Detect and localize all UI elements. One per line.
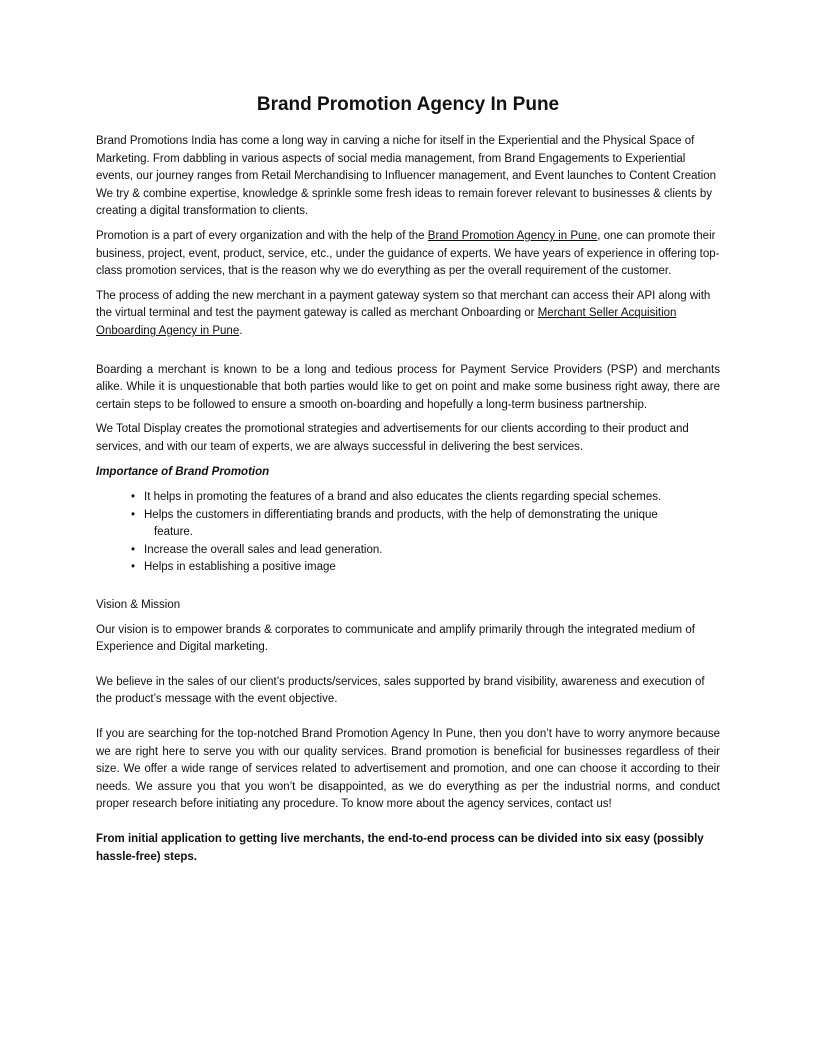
- list-item-text: Increase the overall sales and lead generation.: [144, 543, 383, 556]
- onboarding-paragraph: [96, 288, 720, 341]
- merchant-onboarding-agency-link[interactable]: Merchant Seller Acquisition Onboarding Agency in Pune: [96, 307, 677, 337]
- list-item: [131, 542, 720, 560]
- list-item: [131, 507, 720, 542]
- spacer: [96, 821, 720, 831]
- bullet-icon: •: [131, 491, 136, 504]
- promotion-text-before: Promotion is a part of every organization and with the help of the: [96, 229, 428, 242]
- intro-paragraph: Brand Promotions India has come a long way in carving a niche for itself in the Experiential and the Physical Space of Marketing. From dabbling in various aspects of social media management, from Brand Engagements to Experiential events, our journey ranges from Retail Merchandising to Influencer management, and Event launches to Content Creation We try & combine expertise, knowledge & sprinkle some fresh ideas to remain forever relevant to businesses & clients by creating a digital transformation to clients.: [96, 135, 717, 218]
- promotion-paragraph: [96, 228, 720, 281]
- document-page: [96, 92, 720, 873]
- total-display-paragraph: We Total Display creates the promotional strategies and advertisements for our clients according to their product and services, and with our team of experts, we are always successful in delivering the best services.: [96, 423, 689, 453]
- list-item-continuation: feature.: [154, 526, 193, 539]
- onboarding-text-before: The process of adding the new merchant in a payment gateway system so that merchant can access their API along with the virtual terminal and test the payment gateway is called as merchant Onboarding or: [96, 289, 711, 320]
- boarding-paragraph: Boarding a merchant is known to be a long and tedious process for Payment Service Providers (PSP) and merchants alike. While it is unquestionable that both parties would like to get on point and make some business right away, there are certain steps to be followed to ensure a smooth on-boarding and hopefully a long-term business partnership.: [96, 363, 720, 411]
- importance-list: [96, 489, 720, 577]
- onboarding-text-after: .: [239, 324, 243, 337]
- spacer: [96, 348, 720, 362]
- vision-heading: Vision & Mission: [96, 599, 181, 612]
- search-paragraph: If you are searching for the top-notched Brand Promotion Agency In Pune, then you don’t have to worry anymore because we are right here to serve you with our quality services. Brand promotion is beneficial for businesses regardless of their size. We offer a wide range of services related to advertisement and promotion, and one can choose it according to their needs. We assure you that you won’t be disappointed, as we do everything as per the industrial norms, and conduct proper research before initiating any procedure. To know more about the agency services, contact us!: [96, 728, 720, 811]
- list-item-text: Helps in establishing a positive image: [144, 561, 336, 574]
- importance-heading: Importance of Brand Promotion: [96, 465, 270, 478]
- list-item-text: It helps in promoting the features of a brand and also educates the clients regarding special schemes.: [144, 491, 662, 504]
- brand-promotion-agency-link[interactable]: Brand Promotion Agency in Pune: [427, 229, 598, 242]
- spacer: [96, 664, 720, 674]
- spacer: [96, 577, 720, 597]
- bullet-icon: •: [131, 508, 136, 521]
- belief-paragraph: We believe in the sales of our client’s products/services, sales supported by brand visibility, awareness and execution of the product’s message with the event objective.: [96, 675, 705, 706]
- vision-paragraph: Our vision is to empower brands & corporates to communicate and amplify primarily through the integrated medium of Experience and Digital marketing.: [96, 623, 695, 654]
- steps-paragraph: From initial application to getting live merchants, the end-to-end process can be divided into six easy (possibly hassle-free) steps.: [96, 833, 704, 863]
- bullet-icon: •: [131, 561, 136, 574]
- list-item: [131, 489, 720, 507]
- list-item: [131, 559, 720, 577]
- promotion-text-after: , one can promote their business, project, event, product, service, etc., under the guidance of experts. We have years of experience in offering top-class promotion services, that is the reason why we do everything as per the overall requirement of the customer.: [96, 229, 720, 278]
- page-title: Brand Promotion Agency In Pune: [256, 94, 560, 115]
- bullet-icon: •: [131, 543, 136, 556]
- spacer: [96, 716, 720, 726]
- list-item-text: Helps the customers in differentiating brands and products, with the help of demonstrating the unique: [144, 508, 658, 521]
